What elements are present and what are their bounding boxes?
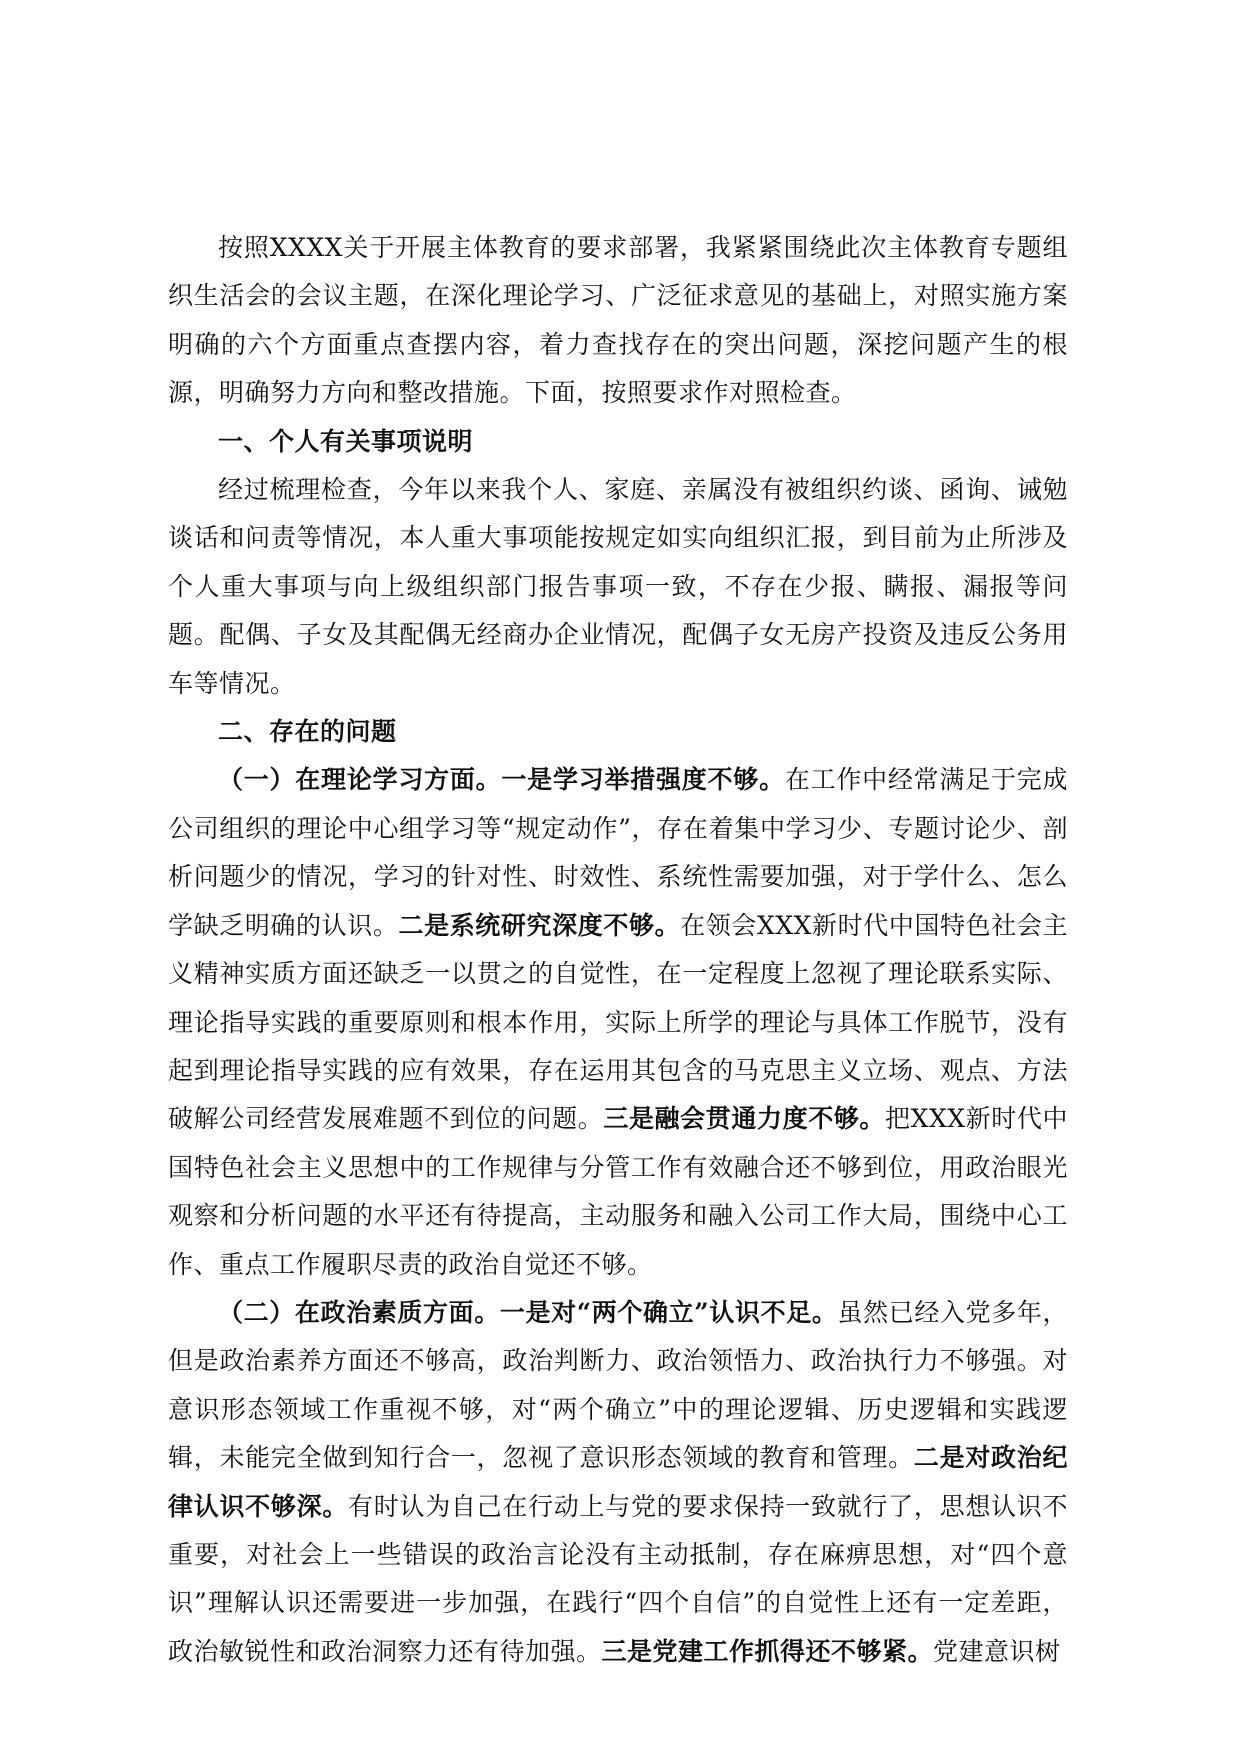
personal-matters-paragraph xyxy=(168,466,1068,708)
point-text: 在领会XXX新时代中国特色社会主义精神实质方面还缺乏一以贯之的自觉性，在一定程度上忽视了理论联系实际、理论指导实践的重要原则和根本作用，实际上所学的理论与具体工作脱节，没有起到理论指导实践的应有效果，存在运用其包含的马克思主义立场、观点、方法破解公司经营发展难题不到位的问题。 xyxy=(168,910,1068,1134)
point-title: 二是系统研究深度不够。 xyxy=(398,910,681,940)
point-title: 一是对“两个确立”认识不足。 xyxy=(499,1297,838,1327)
subsection-title-1: （一）在理论学习方面。 xyxy=(218,765,502,795)
subsection-title-2: （二）在政治素质方面。 xyxy=(218,1297,500,1327)
personal-matters-text: 经过梳理检查，今年以来我个人、家庭、亲属没有被组织约谈、函询、诫勉谈话和问责等情况，本人重大事项能按规定如实向组织汇报，到目前为止所涉及个人重大事项与向上级组织部门报告事项一致，不存在少报、瞒报、漏报等问题。配偶、子女及其配偶无经商办企业情况，配偶子女无房产投资及违反公务用车等情况。 xyxy=(168,475,1068,698)
intro-text: 按照XXXX关于开展主体教育的要求部署，我紧紧围绕此次主体教育专题组织生活会的会议主题，在深化理论学习、广泛征求意见的基础上，对照实施方案明确的六个方面重点查摆内容，着力查找存在的突出问题，深挖问题产生的根源，明确努力方向和整改措施。下面，按照要求作对照检查。 xyxy=(168,233,1068,408)
point-text: 在工作中经常满足于完成公司组织的理论中心组学习等“规定动作”，存在着集中学习少、专题讨论少、剖析问题少的情况，学习的针对性、时效性、系统性需要加强，对于学什么、怎么学缺乏明确的认识。 xyxy=(168,765,1068,940)
theory-study-paragraph xyxy=(168,756,1068,1288)
point-title: 一是学习举措强度不够。 xyxy=(501,765,785,795)
point-title: 三是党建工作抓得还不够紧。 xyxy=(601,1636,934,1666)
political-quality-paragraph xyxy=(168,1289,1068,1676)
document-body xyxy=(168,224,1068,1676)
section-heading-1: 一、个人有关事项说明 xyxy=(218,426,474,456)
point-text: 党建意识树 xyxy=(933,1636,1061,1666)
intro-paragraph xyxy=(168,224,1068,418)
point-title: 三是融会贯通力度不够。 xyxy=(603,1104,886,1134)
point-title: 二是对政治纪律认识不够深。 xyxy=(168,1443,1068,1521)
point-text: 把XXX新时代中国特色社会主义思想中的工作规律与分管工作有效融合还不够到位，用政治眼光观察和分析问题的水平还有待提高，主动服务和融入公司工作大局，围绕中心工作、重点工作履职尽责的政治自觉还不够。 xyxy=(168,1104,1068,1279)
point-text: 虽然已经入党多年，但是政治素养方面还不够高，政治判断力、政治领悟力、政治执行力不够强。对意识形态领域工作重视不够，对“两个确立”中的理论逻辑、历史逻辑和实践逻辑，未能完全做到知行合一，忽视了意识形态领域的教育和管理。 xyxy=(168,1297,1068,1473)
section-heading-2: 二、存在的问题 xyxy=(218,717,397,747)
point-text: 有时认为自己在行动上与党的要求保持一致就行了，思想认识不重要，对社会上一些错误的政治言论没有主动抵制，存在麻痹思想，对“四个意识”理解认识还需要进一步加强，在践行“四个自信”的自觉性上还有一定差距，政治敏锐性和政治洞察力还有待加强。 xyxy=(168,1491,1068,1666)
